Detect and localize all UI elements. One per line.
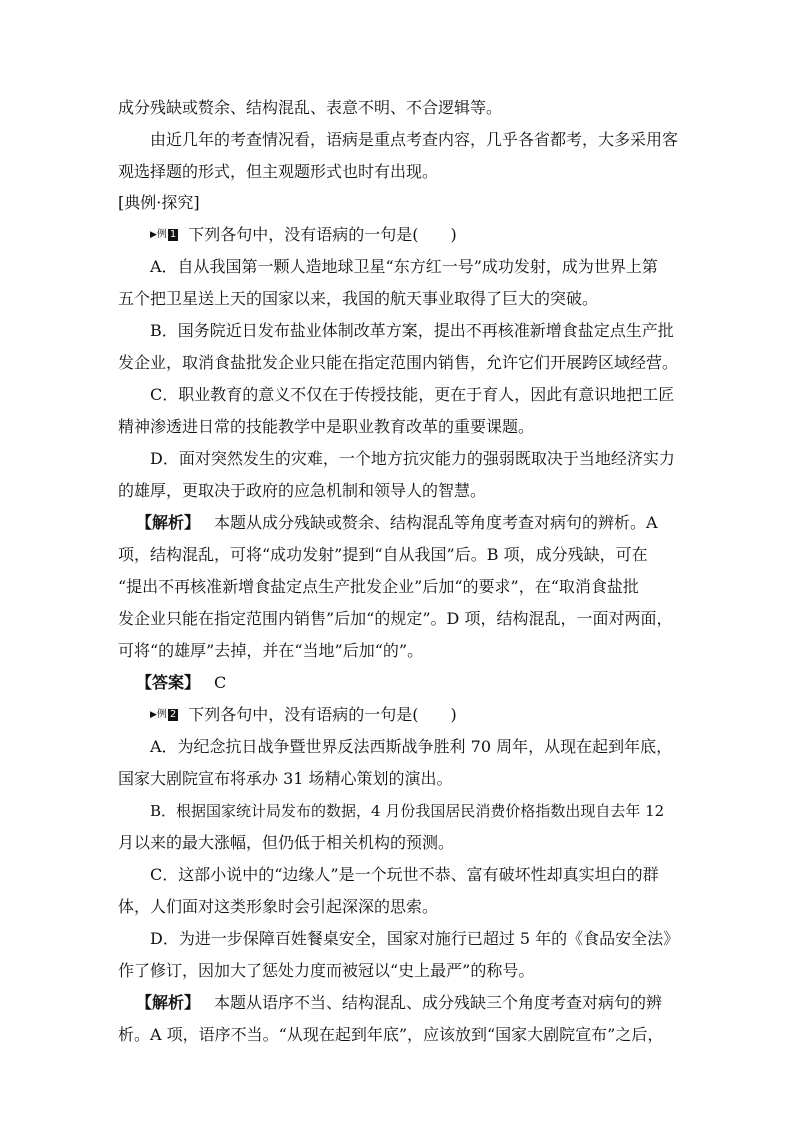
example-1-option-d-line2: 的雄厚，更取决于政府的应急机制和领导人的智慧。 <box>118 481 487 500</box>
example-2-option-b-line2: 月以来的最大涨幅，但仍低于相关机构的预测。 <box>118 833 455 852</box>
example-2-option-c-line1: C．这部小说中的“边缘人”是一个玩世不恭、富有破坏性却真实坦白的群 <box>150 865 659 884</box>
example-1-analysis-line5: 可将“的雄厚”去掉，并在“当地”后加“的”。 <box>118 641 424 660</box>
example-1-option-b-line1: B．国务院近日发布盐业体制改革方案，提出不再核准新增食盐定点生产批 <box>150 321 674 340</box>
example-1-answer: 【答案】 C <box>136 673 227 692</box>
example-2-tag: ▶例 2 <box>150 709 177 720</box>
example-1-option-b-line2: 发企业，取消食盐批发企业只能在指定范围内销售，允许它们开展跨区域经营。 <box>118 353 679 372</box>
example-2-option-a-line2: 国家大剧院宣布将承办 31 场精心策划的演出。 <box>118 769 453 788</box>
example-1-option-d-line1: D．面对突然发生的灾难，一个地方抗灾能力的强弱既取决于当地经济实力 <box>150 449 675 468</box>
example-1-option-c-line2: 精神渗透进日常的技能教学中是职业教育改革的重要课题。 <box>118 417 535 436</box>
example-2-analysis-line1: 【解析】 本题从语序不当、结构混乱、成分残缺三个角度考查对病句的辨 <box>136 993 663 1012</box>
example-1-analysis-line4: 发企业只能在指定范围内销售”后加“的规定”。D 项，结构混乱，一面对两面， <box>118 609 673 628</box>
triangle-icon: ▶ <box>150 710 157 720</box>
example-1-tag: ▶例 1 <box>150 229 177 240</box>
example-2-option-a-line1: A．为纪念抗日战争暨世界反法西斯战争胜利 70 周年，从现在起到年底， <box>150 737 673 756</box>
example-1-analysis-line1: 【解析】 本题从成分残缺或赘余、结构混乱等角度考查对病句的辨析。A <box>136 513 658 532</box>
section-title: [典例·探究] <box>118 193 200 212</box>
example-2-question: ▶例 2 下列各句中，没有语病的一句是( ) <box>150 705 457 724</box>
example-1-option-a-line2: 五个把卫星送上天的国家以来，我国的航天事业取得了巨大的突破。 <box>118 289 599 308</box>
example-2-option-b-line1: B．根据国家统计局发布的数据，4 月份我国居民消费价格指数出现自去年 12 <box>150 802 665 820</box>
intro-line-3: 观选择题的形式，但主观题形式也时有出现。 <box>118 162 439 181</box>
example-1-question: ▶例 1 下列各句中，没有语病的一句是( ) <box>150 225 457 244</box>
example-2-option-d-line2: 作了修订，因加大了惩处力度而被冠以“史上最严”的称号。 <box>118 961 535 980</box>
example-1-option-c-line1: C．职业教育的意义不仅在于传授技能，更在于育人，因此有意识地把工匠 <box>150 385 675 404</box>
example-1-analysis-line3: “提出不再核准新增食盐定点生产批发企业”后加“的要求”，在“取消食盐批 <box>118 577 639 596</box>
example-2-option-d-line1: D．为进一步保障百姓餐桌安全，国家对施行已超过 5 年的《食品安全法》 <box>150 929 680 948</box>
intro-line-2: 由近几年的考查情况看，语病是重点考查内容，几乎各省都考，大多采用客 <box>150 130 679 149</box>
example-2-analysis-line2: 析。A 项，语序不当。“从现在起到年底”，应该放到“国家大剧院宣布”之后， <box>118 1025 664 1044</box>
example-1-analysis-line2: 项，结构混乱，可将“成功发射”提到“自从我国”后。B 项，成分残缺，可在 <box>118 545 648 564</box>
intro-line-1: 成分残缺或赘余、结构混乱、表意不明、不合逻辑等。 <box>118 98 503 117</box>
example-1-option-a-line1: A．自从我国第一颗人造地球卫星“东方红一号”成功发射，成为世界上第 <box>150 257 658 276</box>
example-2-option-c-line2: 体，人们面对这类形象时会引起深深的思索。 <box>118 897 439 916</box>
triangle-icon: ▶ <box>150 230 157 240</box>
